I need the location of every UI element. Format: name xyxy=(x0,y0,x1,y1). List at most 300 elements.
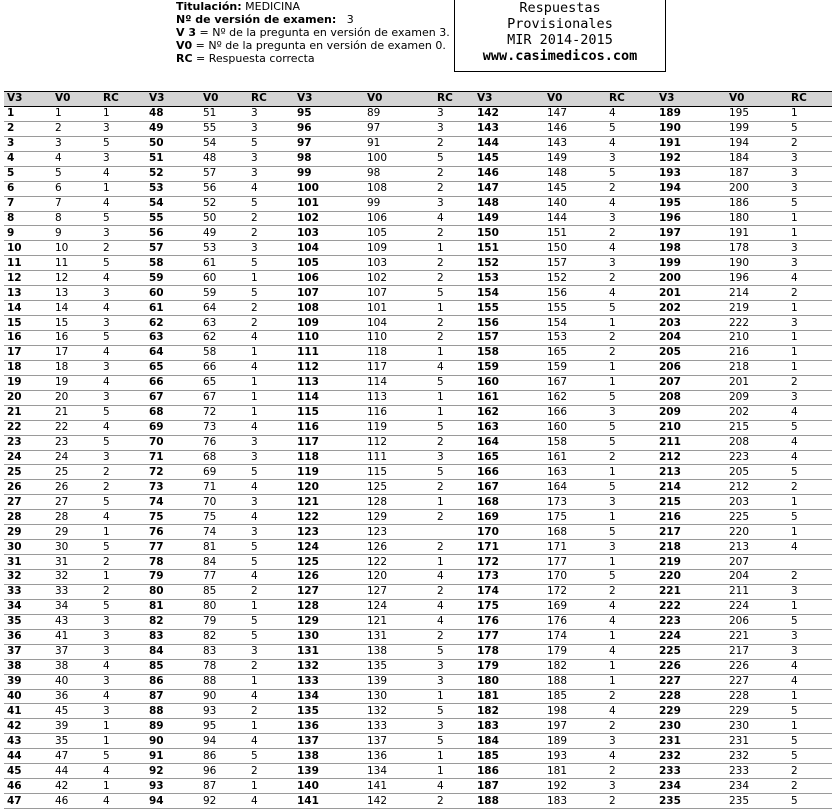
cell-v0: 170 xyxy=(547,570,568,583)
cell-v0: 32 xyxy=(55,570,69,583)
cell-v3: 32 xyxy=(7,570,22,583)
cell-v3: 20 xyxy=(7,391,22,404)
cell-v0: 46 xyxy=(55,794,69,807)
v0-description: = Nº de la pregunta en versión de examen 0. xyxy=(195,39,446,52)
cell-v0: 190 xyxy=(729,256,750,269)
titulacion-value: MEDICINA xyxy=(245,0,300,13)
cell-v3: 67 xyxy=(149,391,164,404)
cell-v3: 39 xyxy=(7,675,22,688)
cell-v0: 173 xyxy=(547,495,568,508)
cell-rc: 4 xyxy=(437,361,444,374)
cell-v0: 152 xyxy=(547,271,568,284)
cell-v0: 78 xyxy=(203,660,217,673)
table-row xyxy=(4,181,832,196)
cell-v3: 207 xyxy=(659,376,681,389)
cell-v0: 31 xyxy=(55,555,69,568)
legend-version xyxy=(176,13,450,26)
cell-v3: 111 xyxy=(297,346,319,359)
cell-rc: 5 xyxy=(437,376,444,389)
cell-v0: 175 xyxy=(547,510,568,523)
legend-titulacion xyxy=(176,0,450,13)
cell-rc: 1 xyxy=(609,361,616,374)
cell-v0: 41 xyxy=(55,630,69,643)
cell-v0: 68 xyxy=(203,450,217,463)
table-row xyxy=(4,211,832,226)
cell-v0: 22 xyxy=(55,421,69,434)
cell-rc: 1 xyxy=(251,779,258,792)
cell-v3: 233 xyxy=(659,764,681,777)
cell-rc: 1 xyxy=(609,675,616,688)
cell-v0: 213 xyxy=(729,540,750,553)
table-row xyxy=(4,435,832,450)
cell-rc: 2 xyxy=(437,226,444,239)
cell-v3: 199 xyxy=(659,256,681,269)
cell-v0: 47 xyxy=(55,749,69,762)
cell-v3: 61 xyxy=(149,301,164,314)
cell-rc: 4 xyxy=(791,540,798,553)
cell-v3: 155 xyxy=(477,301,499,314)
cell-v0: 217 xyxy=(729,645,750,658)
table-row xyxy=(4,570,832,585)
cell-v3: 194 xyxy=(659,182,681,195)
cell-v0: 234 xyxy=(729,779,750,792)
cell-v0: 70 xyxy=(203,495,217,508)
table-header xyxy=(4,92,832,107)
cell-v0: 215 xyxy=(729,421,750,434)
cell-v0: 157 xyxy=(547,256,568,269)
cell-v3: 189 xyxy=(659,107,681,120)
cell-rc: 2 xyxy=(609,689,616,702)
cell-rc: 4 xyxy=(791,660,798,673)
cell-rc: 1 xyxy=(791,525,798,538)
cell-v3: 41 xyxy=(7,704,22,717)
cell-v3: 209 xyxy=(659,406,681,419)
cell-rc: 3 xyxy=(103,361,110,374)
cell-rc: 2 xyxy=(609,764,616,777)
cell-v3: 113 xyxy=(297,376,319,389)
cell-v3: 150 xyxy=(477,226,499,239)
cell-rc: 1 xyxy=(103,182,110,195)
cell-rc: 4 xyxy=(103,764,110,777)
cell-v3: 201 xyxy=(659,286,681,299)
cell-v3: 190 xyxy=(659,122,681,135)
cell-rc: 2 xyxy=(251,301,258,314)
cell-v0: 103 xyxy=(367,256,388,269)
cell-v0: 28 xyxy=(55,510,69,523)
legend-v0 xyxy=(176,39,450,52)
cell-rc: 3 xyxy=(103,226,110,239)
cell-rc: 4 xyxy=(609,197,616,210)
table-row xyxy=(4,301,832,316)
cell-v0: 5 xyxy=(55,167,62,180)
cell-v0: 50 xyxy=(203,211,217,224)
cell-rc: 5 xyxy=(609,436,616,449)
cell-v3: 109 xyxy=(297,316,319,329)
cell-rc: 1 xyxy=(791,301,798,314)
cell-v0: 92 xyxy=(203,794,217,807)
cell-v0: 62 xyxy=(203,331,217,344)
cell-v0: 189 xyxy=(547,734,568,747)
cell-rc: 4 xyxy=(103,271,110,284)
cell-v0: 16 xyxy=(55,331,69,344)
cell-rc: 3 xyxy=(103,450,110,463)
cell-v3: 213 xyxy=(659,465,681,478)
column-header-v3: V3 xyxy=(4,92,52,107)
cell-rc: 2 xyxy=(609,271,616,284)
cell-v3: 89 xyxy=(149,719,164,732)
cell-v3: 1 xyxy=(7,107,15,120)
cell-v0: 107 xyxy=(367,286,388,299)
cell-rc: 3 xyxy=(251,107,258,120)
cell-rc: 2 xyxy=(251,211,258,224)
cell-rc: 1 xyxy=(791,600,798,613)
cell-v0: 25 xyxy=(55,465,69,478)
cell-rc: 4 xyxy=(437,600,444,613)
cell-v0: 126 xyxy=(367,540,388,553)
cell-v0: 42 xyxy=(55,779,69,792)
cell-rc: 2 xyxy=(437,271,444,284)
cell-v0: 112 xyxy=(367,436,388,449)
cell-v3: 135 xyxy=(297,704,319,717)
cell-rc: 3 xyxy=(791,167,798,180)
cell-rc: 5 xyxy=(791,197,798,210)
cell-rc: 1 xyxy=(103,525,110,538)
cell-v3: 115 xyxy=(297,406,319,419)
cell-rc: 2 xyxy=(437,436,444,449)
cell-v0: 187 xyxy=(729,167,750,180)
cell-v0: 146 xyxy=(547,122,568,135)
column-header-v0: V0 xyxy=(364,92,434,107)
cell-v0: 17 xyxy=(55,346,69,359)
cell-v0: 102 xyxy=(367,271,388,284)
cell-v0: 143 xyxy=(547,137,568,150)
title-line-3: MIR 2014-2015 xyxy=(507,32,613,48)
table-row xyxy=(4,121,832,136)
cell-v0: 76 xyxy=(203,436,217,449)
cell-v0: 113 xyxy=(367,391,388,404)
cell-v3: 179 xyxy=(477,660,499,673)
cell-rc: 5 xyxy=(791,794,798,807)
cell-v0: 73 xyxy=(203,421,217,434)
cell-rc: 3 xyxy=(437,675,444,688)
cell-v0: 36 xyxy=(55,689,69,702)
cell-v0: 6 xyxy=(55,182,62,195)
cell-v0: 33 xyxy=(55,585,69,598)
cell-v3: 211 xyxy=(659,436,681,449)
column-header-v0: V0 xyxy=(726,92,788,107)
table-row xyxy=(4,375,832,390)
cell-v0: 220 xyxy=(729,525,750,538)
cell-v3: 7 xyxy=(7,197,15,210)
cell-v0: 2 xyxy=(55,122,62,135)
cell-v0: 15 xyxy=(55,316,69,329)
cell-rc: 2 xyxy=(609,226,616,239)
cell-v3: 83 xyxy=(149,630,164,643)
cell-rc: 1 xyxy=(791,107,798,120)
cell-v0: 149 xyxy=(547,152,568,165)
cell-v0: 58 xyxy=(203,346,217,359)
column-header-v0: V0 xyxy=(544,92,606,107)
cell-v3: 204 xyxy=(659,331,681,344)
cell-v3: 162 xyxy=(477,406,499,419)
table-row xyxy=(4,241,832,256)
cell-v3: 169 xyxy=(477,510,499,523)
cell-v3: 12 xyxy=(7,271,22,284)
cell-rc: 2 xyxy=(251,585,258,598)
cell-rc: 2 xyxy=(437,794,444,807)
cell-v3: 90 xyxy=(149,734,164,747)
cell-rc: 5 xyxy=(791,122,798,135)
cell-v3: 161 xyxy=(477,391,499,404)
cell-rc: 2 xyxy=(103,241,110,254)
cell-v0: 185 xyxy=(547,689,568,702)
cell-v3: 174 xyxy=(477,585,499,598)
cell-rc: 1 xyxy=(791,211,798,224)
cell-rc: 5 xyxy=(609,570,616,583)
cell-rc: 3 xyxy=(103,122,110,135)
table-row xyxy=(4,106,832,121)
cell-rc: 5 xyxy=(103,436,110,449)
cell-v3: 116 xyxy=(297,421,319,434)
cell-rc: 5 xyxy=(437,286,444,299)
table-row xyxy=(4,794,832,809)
cell-v0: 228 xyxy=(729,689,750,702)
cell-v3: 171 xyxy=(477,540,499,553)
cell-rc: 2 xyxy=(437,480,444,493)
cell-rc: 2 xyxy=(103,480,110,493)
rc-label: RC xyxy=(176,52,193,65)
cell-v0: 184 xyxy=(729,152,750,165)
cell-v0: 3 xyxy=(55,137,62,150)
cell-rc: 3 xyxy=(609,779,616,792)
cell-rc: 3 xyxy=(437,197,444,210)
cell-v0: 118 xyxy=(367,346,388,359)
cell-rc: 4 xyxy=(609,137,616,150)
cell-v3: 10 xyxy=(7,241,22,254)
cell-v3: 98 xyxy=(297,152,312,165)
cell-rc: 5 xyxy=(609,167,616,180)
cell-v3: 229 xyxy=(659,704,681,717)
cell-v0: 51 xyxy=(203,107,217,120)
cell-v0: 142 xyxy=(367,794,388,807)
cell-rc: 2 xyxy=(609,182,616,195)
cell-v0: 155 xyxy=(547,301,568,314)
cell-rc: 2 xyxy=(437,331,444,344)
cell-v3: 232 xyxy=(659,749,681,762)
cell-v0: 37 xyxy=(55,645,69,658)
cell-v3: 140 xyxy=(297,779,319,792)
cell-v3: 31 xyxy=(7,555,22,568)
cell-v0: 222 xyxy=(729,316,750,329)
cell-v0: 59 xyxy=(203,286,217,299)
cell-rc: 5 xyxy=(103,495,110,508)
cell-v0: 117 xyxy=(367,361,388,374)
cell-v0: 179 xyxy=(547,645,568,658)
cell-rc: 4 xyxy=(103,421,110,434)
cell-v0: 116 xyxy=(367,406,388,419)
cell-v0: 61 xyxy=(203,256,217,269)
cell-rc: 5 xyxy=(437,465,444,478)
cell-rc: 5 xyxy=(103,749,110,762)
cell-v3: 26 xyxy=(7,480,22,493)
cell-v0: 153 xyxy=(547,331,568,344)
cell-v0: 64 xyxy=(203,301,217,314)
cell-v3: 220 xyxy=(659,570,681,583)
cell-v3: 79 xyxy=(149,570,164,583)
cell-rc: 3 xyxy=(609,406,616,419)
cell-rc: 2 xyxy=(791,376,798,389)
cell-rc: 3 xyxy=(609,256,616,269)
cell-v3: 132 xyxy=(297,660,319,673)
cell-rc: 1 xyxy=(609,630,616,643)
cell-v0: 208 xyxy=(729,436,750,449)
cell-rc: 2 xyxy=(251,316,258,329)
cell-v0: 7 xyxy=(55,197,62,210)
cell-v3: 151 xyxy=(477,241,499,254)
cell-rc: 1 xyxy=(437,241,444,254)
cell-rc: 4 xyxy=(251,689,258,702)
table-row xyxy=(4,405,832,420)
cell-v3: 139 xyxy=(297,764,319,777)
cell-rc: 5 xyxy=(103,211,110,224)
table-body xyxy=(4,106,832,808)
cell-v0: 233 xyxy=(729,764,750,777)
cell-v3: 142 xyxy=(477,107,499,120)
cell-v0: 182 xyxy=(547,660,568,673)
table-row xyxy=(4,599,832,614)
cell-rc: 3 xyxy=(251,495,258,508)
cell-rc: 2 xyxy=(609,450,616,463)
cell-rc: 5 xyxy=(251,286,258,299)
cell-v3: 230 xyxy=(659,719,681,732)
cell-rc: 5 xyxy=(103,540,110,553)
cell-rc: 4 xyxy=(609,241,616,254)
table-row xyxy=(4,480,832,495)
cell-v0: 54 xyxy=(203,137,217,150)
cell-v3: 117 xyxy=(297,436,319,449)
cell-v0: 212 xyxy=(729,480,750,493)
cell-v3: 192 xyxy=(659,152,681,165)
cell-rc: 4 xyxy=(437,211,444,224)
cell-v3: 225 xyxy=(659,645,681,658)
cell-v3: 47 xyxy=(7,794,22,807)
cell-v3: 5 xyxy=(7,167,15,180)
table-row xyxy=(4,136,832,151)
cell-v3: 144 xyxy=(477,137,499,150)
cell-v3: 14 xyxy=(7,301,22,314)
cell-v3: 82 xyxy=(149,615,164,628)
cell-v0: 120 xyxy=(367,570,388,583)
cell-rc: 5 xyxy=(609,480,616,493)
cell-rc: 4 xyxy=(609,704,616,717)
cell-v0: 82 xyxy=(203,630,217,643)
cell-v3: 59 xyxy=(149,271,164,284)
cell-v0: 136 xyxy=(367,749,388,762)
cell-rc: 1 xyxy=(103,107,110,120)
cell-v0: 167 xyxy=(547,376,568,389)
table-row xyxy=(4,629,832,644)
cell-v3: 120 xyxy=(297,480,319,493)
cell-v0: 176 xyxy=(547,615,568,628)
cell-v3: 205 xyxy=(659,346,681,359)
cell-v0: 169 xyxy=(547,600,568,613)
cell-rc: 5 xyxy=(251,137,258,150)
cell-v3: 145 xyxy=(477,152,499,165)
cell-v0: 4 xyxy=(55,152,62,165)
cell-v0: 83 xyxy=(203,645,217,658)
cell-rc: 2 xyxy=(437,182,444,195)
cell-v0: 88 xyxy=(203,675,217,688)
cell-rc: 3 xyxy=(791,152,798,165)
title-box xyxy=(454,0,666,72)
cell-v0: 11 xyxy=(55,256,69,269)
cell-rc: 3 xyxy=(251,152,258,165)
cell-v3: 30 xyxy=(7,540,22,553)
cell-rc: 4 xyxy=(609,615,616,628)
table-row xyxy=(4,390,832,405)
cell-v0: 202 xyxy=(729,406,750,419)
cell-v3: 191 xyxy=(659,137,681,150)
cell-rc: 1 xyxy=(437,346,444,359)
cell-v3: 141 xyxy=(297,794,319,807)
cell-v0: 60 xyxy=(203,271,217,284)
cell-v3: 107 xyxy=(297,286,319,299)
cell-rc: 2 xyxy=(103,555,110,568)
cell-rc: 2 xyxy=(609,719,616,732)
cell-rc: 1 xyxy=(609,465,616,478)
cell-v3: 70 xyxy=(149,436,164,449)
cell-v3: 138 xyxy=(297,749,319,762)
cell-rc: 4 xyxy=(609,749,616,762)
cell-v3: 102 xyxy=(297,211,319,224)
cell-rc: 2 xyxy=(437,630,444,643)
cell-v0: 195 xyxy=(729,107,750,120)
cell-rc: 2 xyxy=(791,286,798,299)
cell-v0: 193 xyxy=(547,749,568,762)
cell-v3: 46 xyxy=(7,779,22,792)
cell-v3: 62 xyxy=(149,316,164,329)
cell-v0: 38 xyxy=(55,660,69,673)
cell-v3: 223 xyxy=(659,615,681,628)
cell-v0: 29 xyxy=(55,525,69,538)
cell-rc: 4 xyxy=(791,450,798,463)
cell-v3: 34 xyxy=(7,600,22,613)
cell-v3: 168 xyxy=(477,495,499,508)
table-row xyxy=(4,540,832,555)
cell-v3: 108 xyxy=(297,301,319,314)
cell-rc: 2 xyxy=(437,137,444,150)
cell-v3: 234 xyxy=(659,779,681,792)
cell-rc: 5 xyxy=(791,704,798,717)
cell-rc: 5 xyxy=(609,421,616,434)
version-label: Nº de versión de examen: xyxy=(176,13,337,26)
cell-v3: 224 xyxy=(659,630,681,643)
cell-rc: 4 xyxy=(251,794,258,807)
cell-rc: 3 xyxy=(437,450,444,463)
cell-rc: 3 xyxy=(791,256,798,269)
cell-v0: 183 xyxy=(547,794,568,807)
cell-v0: 90 xyxy=(203,689,217,702)
title-line-1: Respuestas xyxy=(519,0,601,16)
cell-v0: 99 xyxy=(367,197,381,210)
cell-v0: 230 xyxy=(729,719,750,732)
cell-v0: 177 xyxy=(547,555,568,568)
cell-v0: 98 xyxy=(367,167,381,180)
cell-v0: 35 xyxy=(55,734,69,747)
cell-v0: 30 xyxy=(55,540,69,553)
cell-v3: 154 xyxy=(477,286,499,299)
cell-v0: 156 xyxy=(547,286,568,299)
